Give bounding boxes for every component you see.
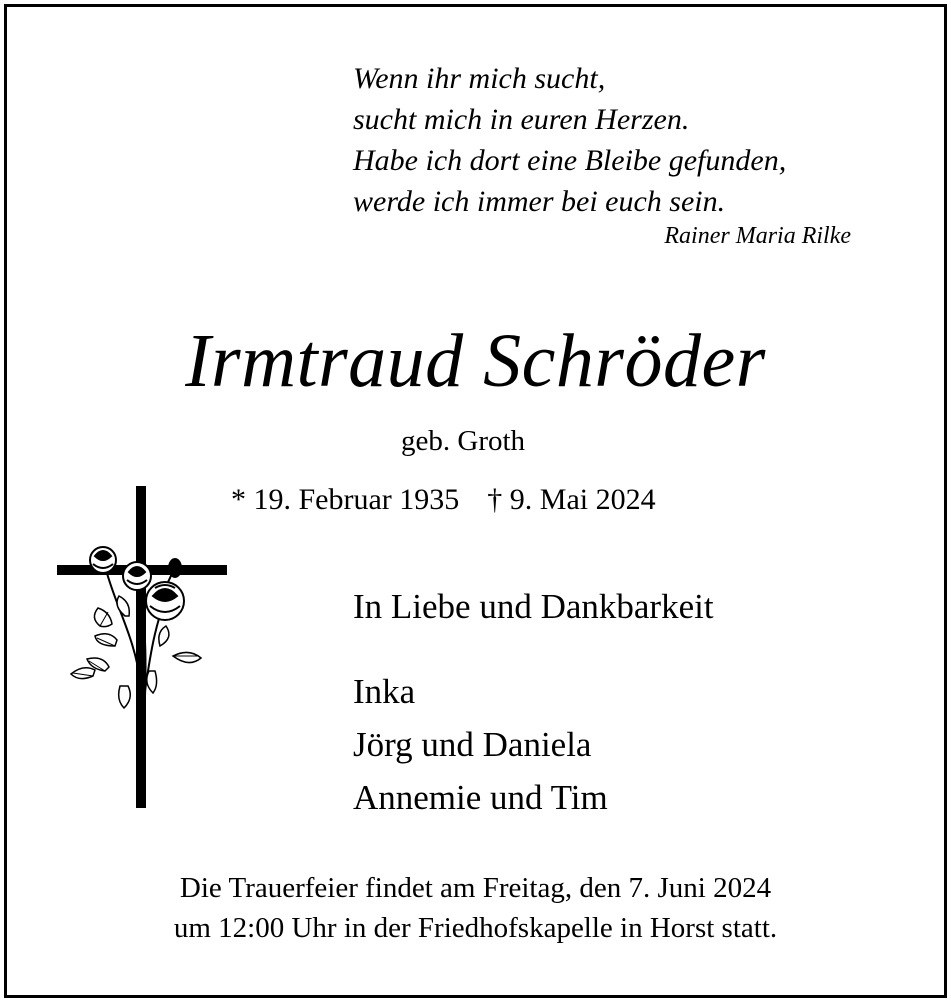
funeral-line: um 12:00 Uhr in der Friedhofskapelle in Horst statt. (173, 912, 778, 944)
dedication: In Liebe und Dankbarkeit (353, 587, 714, 626)
family-member: Inka (353, 672, 416, 711)
family-list (353, 665, 608, 824)
family-member: Annemie und Tim (353, 778, 608, 817)
poem-line: Wenn ihr mich sucht, (353, 62, 606, 95)
life-dates (231, 483, 656, 517)
deceased-name: Irmtraud Schröder (185, 319, 766, 403)
poem-line: werde ich immer bei euch sein. (353, 185, 726, 218)
poem (353, 58, 786, 222)
maiden-name: geb. Groth (401, 425, 526, 457)
death-date: † 9. Mai 2024 (487, 483, 656, 516)
funeral-line: Die Trauerfeier findet am Freitag, den 7. Juni 2024 (179, 872, 772, 904)
cross-with-roses-icon (55, 486, 230, 811)
poem-line: sucht mich in euren Herzen. (353, 103, 690, 136)
family-member: Jörg und Daniela (353, 725, 592, 764)
poem-author: Rainer Maria Rilke (664, 223, 851, 249)
poem-line: Habe ich dort eine Bleibe gefunden, (353, 144, 787, 177)
funeral-notice (0, 868, 951, 948)
birth-date: * 19. Februar 1935 (231, 483, 460, 516)
